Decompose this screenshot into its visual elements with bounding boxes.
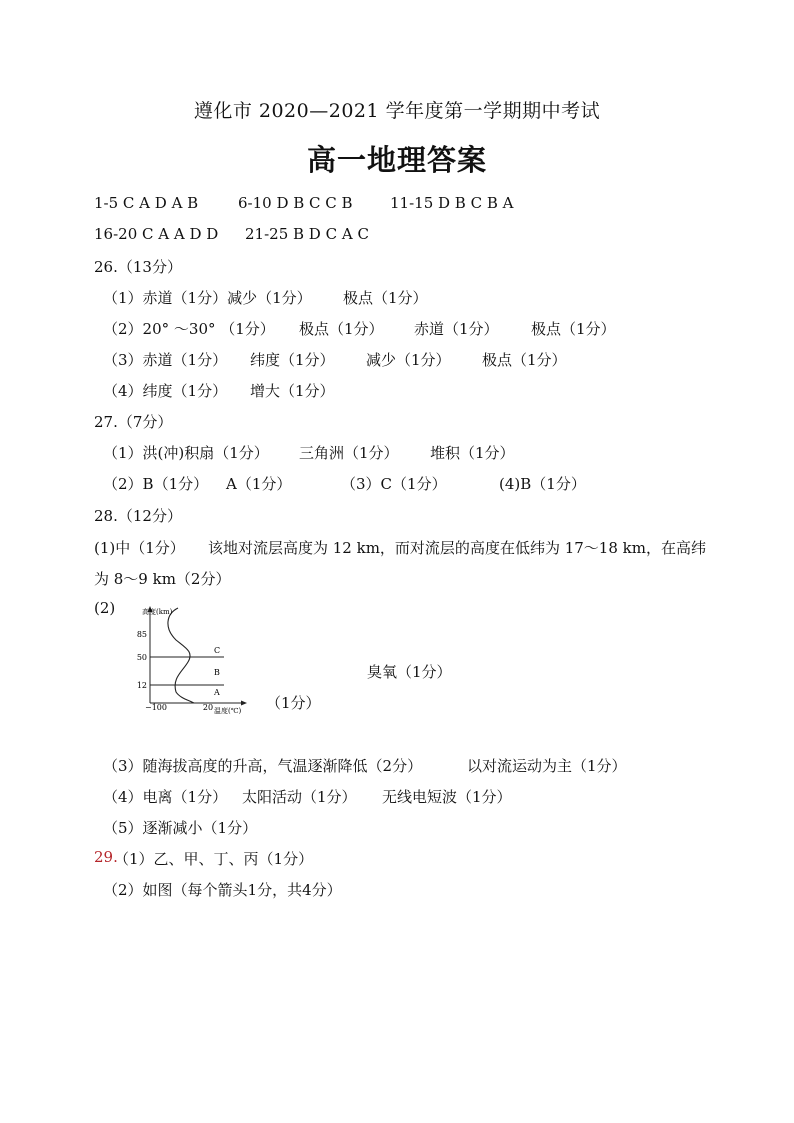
q26-part3-b: 纬度（1分） <box>250 351 335 369</box>
q27-part2-a: （2）B（1分） <box>103 475 209 493</box>
q26-part4-a: （4）纬度（1分） <box>103 382 228 400</box>
ozone-answer: 臭氧（1分） <box>367 663 452 681</box>
y-axis-label: 高度(km) <box>142 608 173 616</box>
q28-part5: （5）逐渐减小（1分） <box>103 819 258 837</box>
q29-part1-text: （1）乙、甲、丁、丙（1分） <box>114 850 314 868</box>
q27-part2-b: A（1分） <box>226 475 292 493</box>
q28-part4-b: 太阳活动（1分） <box>242 788 357 806</box>
y-tick-50: 50 <box>136 653 147 662</box>
choice-11-15: 11-15 D B C B A <box>390 194 514 212</box>
q27-part4: (4)B（1分） <box>499 475 586 493</box>
q26-part3-c: 减少（1分） <box>366 351 451 369</box>
q27-part3: （3）C（1分） <box>341 475 447 493</box>
q26-part2-b: 极点（1分） <box>299 320 384 338</box>
q26-heading: 26.（13分） <box>94 258 182 276</box>
choice-1-5: 1-5 C A D A B <box>94 194 199 212</box>
atmosphere-temperature-figure <box>128 600 258 716</box>
q26-part1-b: 极点（1分） <box>343 289 428 307</box>
q28-part3-a: （3）随海拔高度的升高，气温逐渐降低（2分） <box>103 757 423 775</box>
choice-6-10: 6-10 D B C C B <box>238 194 353 212</box>
q26-part2-a: （2）20° ～30° （1分） <box>103 320 275 338</box>
q28-part4-c: 无线电短波（1分） <box>382 788 512 806</box>
y-tick-12: 12 <box>136 681 147 690</box>
q27-part1-a: （1）洪(冲)积扇（1分） <box>103 444 269 462</box>
choice-16-20: 16-20 C A A D D <box>94 225 219 243</box>
choice-21-25: 21-25 B D C A C <box>245 225 369 243</box>
x-tick-20: 20 <box>202 703 214 712</box>
q26-part3-d: 极点（1分） <box>482 351 567 369</box>
layer-label-b: B <box>214 668 220 677</box>
q28-part1-a: (1)中（1分） <box>94 539 185 557</box>
layer-label-c: C <box>214 646 221 655</box>
figure-score: （1分） <box>266 694 321 712</box>
q26-part2-d: 极点（1分） <box>531 320 616 338</box>
x-axis-arrow-icon <box>241 701 247 706</box>
q28-part3-b: 以对流运动为主（1分） <box>467 757 627 775</box>
q28-heading: 28.（12分） <box>94 507 182 525</box>
q29-part2: （2）如图（每个箭头1分，共4分） <box>103 881 342 899</box>
q27-heading: 27.（7分） <box>94 413 173 431</box>
x-axis-label: 温度(℃) <box>214 707 242 715</box>
y-tick-85: 85 <box>136 630 147 639</box>
q28-part1-b: 该地对流层高度为 12 km，而对流层的高度在低纬为 17～18 km，在高纬 <box>208 539 706 557</box>
exam-subtitle: 遵化市 2020—2021 学年度第一学期期中考试 <box>193 100 601 122</box>
q27-part1-c: 堆积（1分） <box>430 444 515 462</box>
q26-part2-c: 赤道（1分） <box>414 320 499 338</box>
q26-part4-b: 增大（1分） <box>250 382 335 400</box>
q28-part4-a: （4）电离（1分） <box>103 788 228 806</box>
x-tick-minus100: −100 <box>145 703 167 712</box>
q28-part1-continued: 为 8～9 km（2分） <box>94 570 231 588</box>
layer-label-a: A <box>214 688 220 697</box>
q26-part1-a: （1）赤道（1分）减少（1分） <box>103 289 312 307</box>
q27-part1-b: 三角洲（1分） <box>299 444 399 462</box>
q26-part3-a: （3）赤道（1分） <box>103 351 228 369</box>
page-title: 高一地理答案 <box>306 143 487 177</box>
q29-number: 29. <box>94 848 118 866</box>
temperature-curve <box>168 608 194 703</box>
q28-part2-label: (2) <box>94 599 116 617</box>
